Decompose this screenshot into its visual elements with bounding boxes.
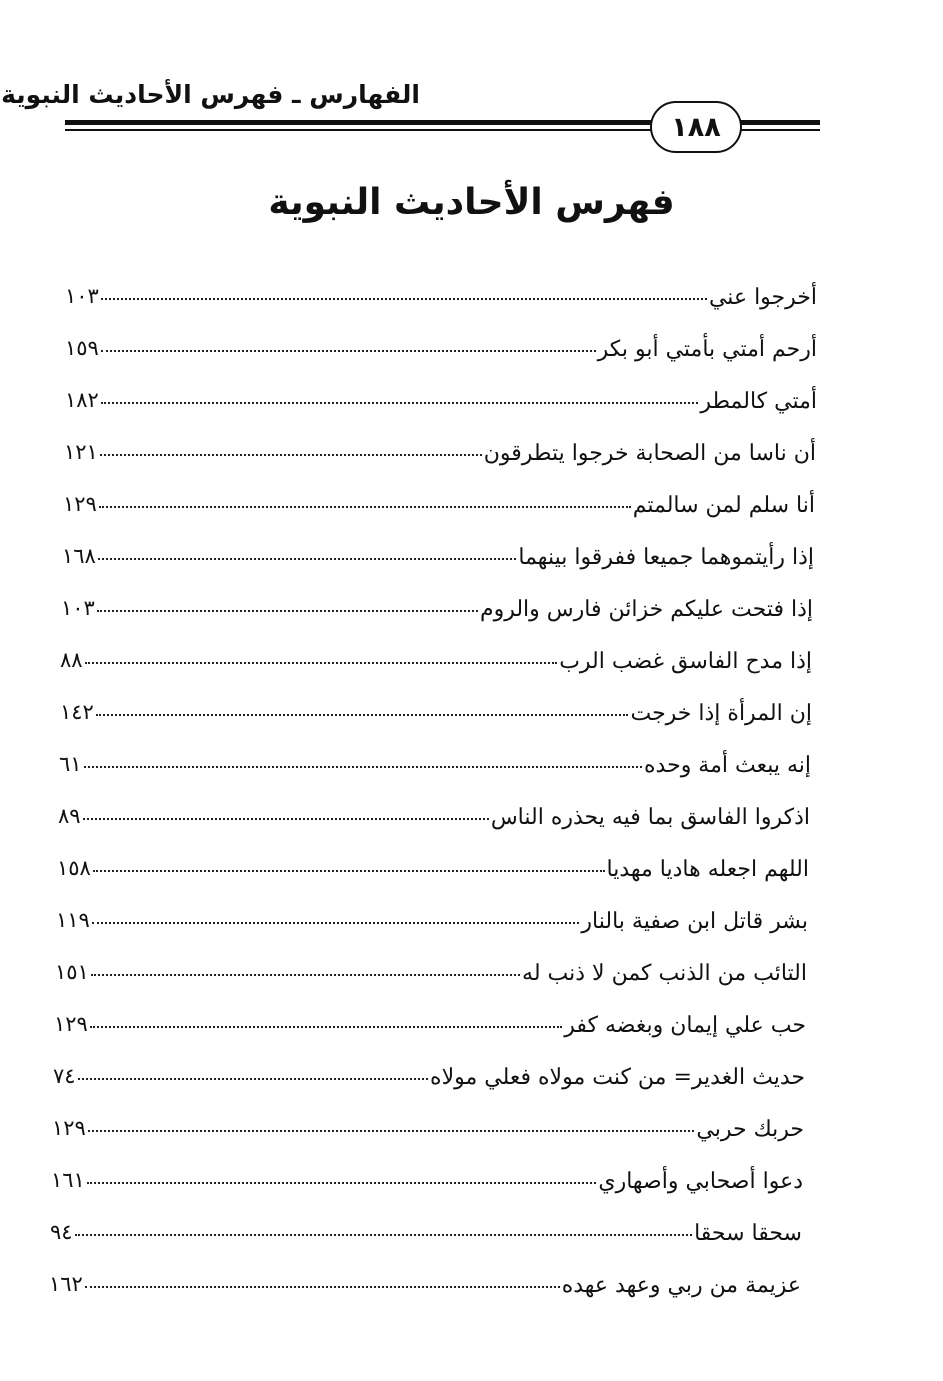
dot-leader xyxy=(83,818,489,820)
dot-leader xyxy=(91,974,520,976)
entry-text: أنا سلم لمن سالمتم xyxy=(632,493,815,518)
dot-leader xyxy=(93,870,605,872)
entry-text: التائب من الذنب كمن لا ذنب له xyxy=(522,961,807,986)
dot-leader xyxy=(100,454,482,456)
dot-leader xyxy=(99,506,631,508)
entry-page-number: ١٠٣ xyxy=(61,596,95,620)
dot-leader xyxy=(101,350,596,352)
entry-page-number: ١٨٢ xyxy=(65,388,99,412)
index-title: فهرس الأحاديث النبوية xyxy=(268,182,675,223)
dot-leader xyxy=(87,1182,597,1184)
entry-page-number: ٨٨ xyxy=(60,648,83,672)
entry-page-number: ١٢٩ xyxy=(63,492,97,516)
index-entry xyxy=(60,640,812,680)
index-entry xyxy=(49,1264,801,1304)
entry-page-number: ١٥٨ xyxy=(57,856,91,880)
dot-leader xyxy=(96,714,629,716)
index-entry xyxy=(63,484,815,524)
entry-page-number: ١٢١ xyxy=(64,440,98,464)
entry-page-number: ٦١ xyxy=(59,752,82,776)
index-entry xyxy=(54,1004,806,1044)
index-entry xyxy=(60,692,812,732)
dot-leader xyxy=(85,1286,560,1288)
dot-leader xyxy=(88,1130,695,1132)
index-entry xyxy=(65,276,817,316)
entry-page-number: ١٠٣ xyxy=(65,284,99,308)
dot-leader xyxy=(101,402,699,404)
entry-text: حربك حربي xyxy=(696,1117,804,1142)
entry-text: أمتي كالمطر xyxy=(700,389,817,414)
dot-leader xyxy=(92,922,580,924)
dot-leader xyxy=(101,298,707,300)
running-title: الفهارس ـ فهرس الأحاديث النبوية xyxy=(1,80,420,109)
index-entry xyxy=(65,328,817,368)
entry-page-number: ١٥١ xyxy=(55,960,89,984)
entry-page-number: ١٦٨ xyxy=(62,544,96,568)
dot-leader xyxy=(84,766,642,768)
entry-text: إن المرأة إذا خرجت xyxy=(630,701,812,726)
entry-text: حديث الغدير= من كنت مولاه فعلي مولاه xyxy=(430,1065,805,1090)
index-entry xyxy=(57,848,809,888)
entry-page-number: ١٥٩ xyxy=(65,336,99,360)
dot-leader xyxy=(85,662,558,664)
entry-text: اللهم اجعله هاديا مهديا xyxy=(606,857,809,882)
index-entry xyxy=(62,536,814,576)
entry-page-number: ٧٤ xyxy=(53,1064,76,1088)
index-entry xyxy=(52,1108,804,1148)
index-entry xyxy=(51,1160,803,1200)
entry-text: سحقا سحقا xyxy=(694,1221,802,1246)
entry-page-number: ٩٤ xyxy=(50,1220,73,1244)
entry-text: أن ناسا من الصحابة خرجوا يتطرقون xyxy=(483,441,816,466)
dot-leader xyxy=(98,558,517,560)
entry-text: بشر قاتل ابن صفية بالنار xyxy=(581,909,808,934)
dot-leader xyxy=(90,1026,562,1028)
entry-text: دعوا أصحابي وأصهاري xyxy=(598,1169,803,1194)
entry-page-number: ٨٩ xyxy=(58,804,81,828)
entry-page-number: ١٢٩ xyxy=(52,1116,86,1140)
index-entry xyxy=(64,432,816,472)
index-entry xyxy=(61,588,813,628)
entry-text: أرحم أمتي بأمتي أبو بكر xyxy=(597,337,817,362)
entry-text: إذا رأيتموهما جميعا ففرقوا بينهما xyxy=(518,545,814,570)
entry-text: إنه يبعث أمة وحده xyxy=(644,753,811,778)
entry-page-number: ١١٩ xyxy=(56,908,90,932)
dot-leader xyxy=(75,1234,693,1236)
entry-page-number: ١٦٢ xyxy=(49,1272,83,1296)
entry-text: عزيمة من ربي وعهد عهده xyxy=(561,1273,801,1298)
index-entry xyxy=(59,744,811,784)
page-number-badge: ١٨٨ xyxy=(650,101,742,153)
index-entry xyxy=(58,796,810,836)
entry-text: إذا فتحت عليكم خزائن فارس والروم xyxy=(479,597,813,622)
entry-text: اذكروا الفاسق بما فيه يحذره الناس xyxy=(490,805,810,830)
index-entry xyxy=(53,1056,805,1096)
entry-page-number: ١٤٢ xyxy=(60,700,94,724)
index-entry xyxy=(55,952,807,992)
entry-text: حب علي إيمان وبغضه كفر xyxy=(564,1013,806,1038)
entry-text: أخرجوا عني xyxy=(708,285,817,310)
dot-leader xyxy=(97,610,478,612)
entry-page-number: ١٦١ xyxy=(51,1168,85,1192)
index-entry xyxy=(50,1212,802,1252)
index-entry xyxy=(56,900,808,940)
entry-page-number: ١٢٩ xyxy=(54,1012,88,1036)
index-entry xyxy=(65,380,817,420)
entry-text: إذا مدح الفاسق غضب الرب xyxy=(559,649,812,674)
dot-leader xyxy=(78,1078,428,1080)
